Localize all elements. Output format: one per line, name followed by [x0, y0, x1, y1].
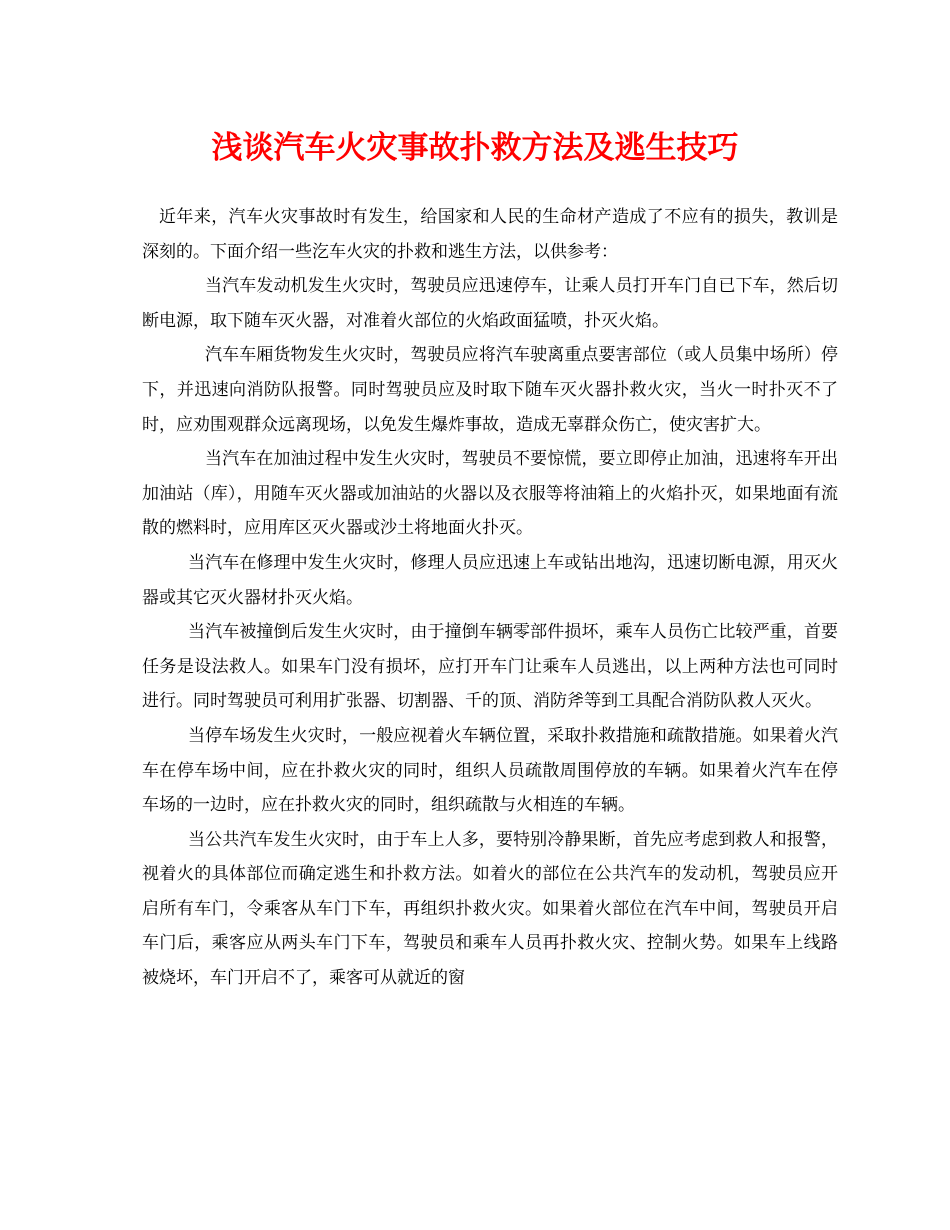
paragraph-cargo-fire: 汽车车厢货物发生火灾时，驾驶员应将汽车驶离重点要害部位（或人员集中场所）停下，并迅速向消防队报警。同时驾驶员应及时取下随车灭火器扑救火灾，当火一时扑灭不了时，应劝围观群众远离现场，以免发生爆炸事故，造成无辜群众伤亡，使灾害扩大。 — [142, 345, 838, 435]
document-body — [142, 200, 838, 996]
paragraph-intro: 近年来，汽车火灾事故时有发生，给国家和人民的生命材产造成了不应有的损失，教训是深刻的。下面介绍一些汔车火灾的扑救和逃生方法，以供参考： — [142, 207, 838, 262]
paragraph-parking-lot-fire: 当停车场发生火灾时，一般应视着火车辆位置，采取扑救措施和疏散措施。如果着火汽车在停车场中间，应在扑救火灾的同时，组织人员疏散周围停放的车辆。如果着火汽车在停车场的一边时，应在扑救火灾的同时，组织疏散与火相连的车辆。 — [142, 725, 838, 816]
paragraph-repair-fire: 当汽车在修理中发生火灾时，修理人员应迅速上车或钻出地沟，迅速切断电源，用灭火器或其它灭火器材扑灭火焰。 — [142, 552, 838, 608]
paragraph-refueling-fire: 当汽车在加油过程中发生火灾时，驾驶员不要惊慌，要立即停止加油，迅速将车开出加油站（库），用随车灭火器或加油站的火器以及衣服等将油箱上的火焰扑灭，如果地面有流散的燃料时，应用库区灭火器或沙土将地面火扑灭。 — [142, 449, 838, 539]
paragraph-collision-fire: 当汽车被撞倒后发生火灾时，由于撞倒车辆零部件损坏，乘车人员伤亡比较严重，首要任务是设法救人。如果车门没有损坏，应打开车门让乘车人员逃出，以上两种方法也可同时进行。同时驾驶员可利用扩张器、切割器、千的顶、消防斧等到工具配合消防队救人灭火。 — [142, 622, 838, 712]
paragraph-bus-fire: 当公共汽车发生火灾时，由于车上人多，要特别冷静果断，首先应考虑到救人和报警，视着火的具体部位而确定逃生和扑救方法。如着火的部位在公共汽车的发动机，驾驶员应开启所有车门，令乘客从车门下车，再组织扑救火灾。如果着火部位在汽车中间，驾驶员开启车门后，乘客应从两头车门下车，驾驶员和乘车人员再扑救火灾、控制火势。如果车上线路被烧坏，车门开启不了，乘客可从就近的窗 — [142, 829, 838, 989]
paragraph-engine-fire: 当汽车发动机发生火灾时，驾驶员应迅速停车，让乘人员打开车门自已下车，然后切断电源，取下随车灭火器，对准着火部位的火焰政面猛喷，扑灭火焰。 — [142, 276, 838, 331]
document-title: 浅谈汽车火灾事故扑救方法及逃生技巧 — [211, 130, 739, 166]
